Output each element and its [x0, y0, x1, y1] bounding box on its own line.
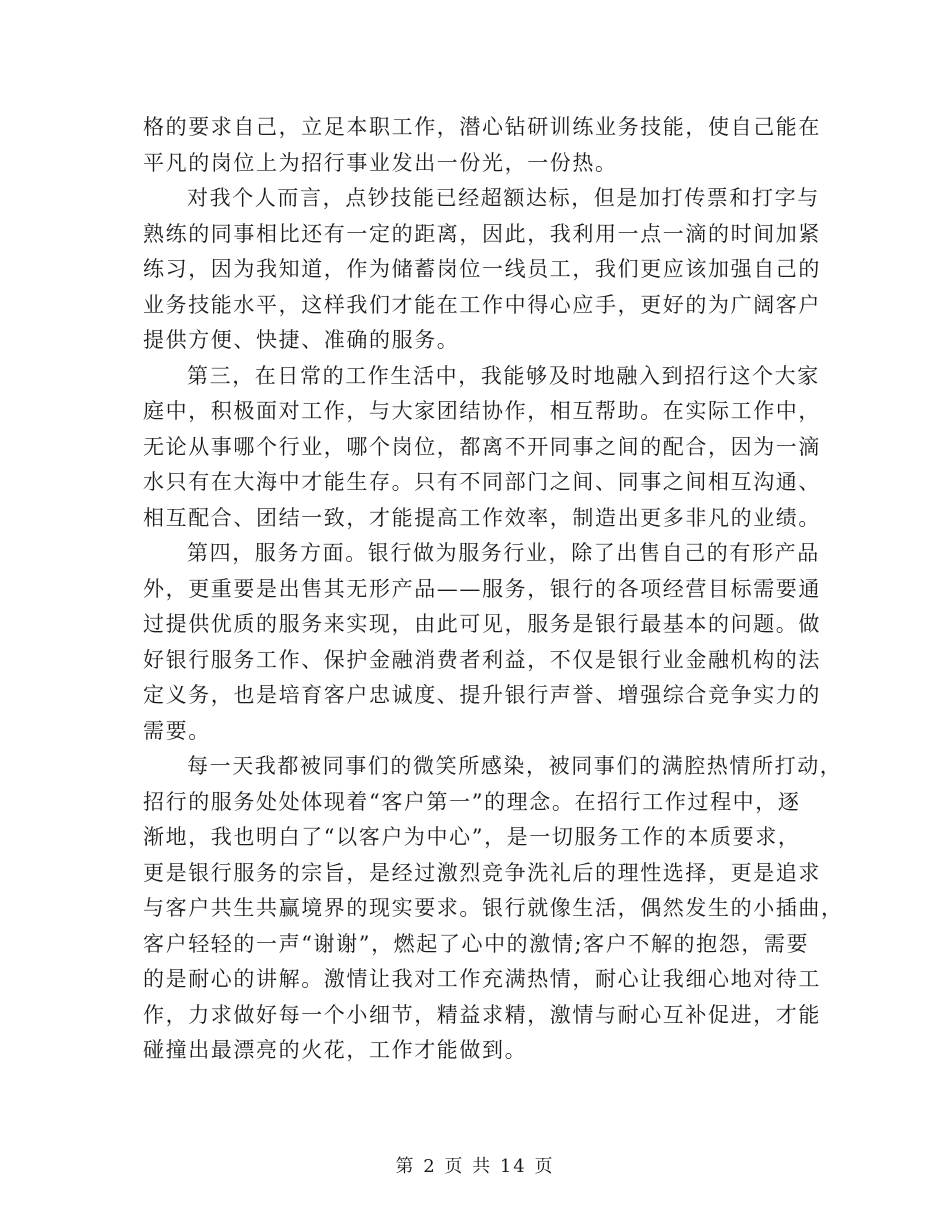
paragraph-first-line: 每一天我都被同事们的微笑所感染，被同事们的满腔热情所打动， — [187, 754, 843, 778]
text-line: 熟练的同事相比还有一定的距离，因此，我利用一点一滴的时间加紧 — [143, 221, 821, 246]
text-line: 平凡的岗位上为招行事业发出一份光，一份热。 — [143, 150, 618, 175]
page-number-footer: 第 2 页 共 14 页 — [395, 1156, 555, 1177]
text-line: 需要。 — [143, 718, 211, 743]
text-line: 碰撞出最漂亮的火花，工作才能做到。 — [143, 1038, 528, 1062]
text-line: 格的要求自己，立足本职工作，潜心钻研训练业务技能，使自己能在 — [143, 115, 821, 139]
text-line: 提供方便、快捷、准确的服务。 — [143, 328, 460, 352]
text-line: 庭中，积极面对工作，与大家团结协作，相互帮助。在实际工作中， — [143, 399, 821, 423]
text-line: 定义务，也是培育客户忠诚度、提升银行声誉、增强综合竞争实力的 — [143, 683, 821, 707]
text-line: 的是耐心的讲解。激情让我对工作充满热情，耐心让我细心地对待工 — [143, 967, 821, 991]
paragraph-first-line: 第四，服务方面。银行做为服务行业，除了出售自己的有形产品 — [187, 541, 820, 565]
text-line: 渐地，我也明白了“以客户为中心”，是一切服务工作的本质要求， — [143, 825, 801, 849]
paragraph-first-line: 第三，在日常的工作生活中，我能够及时地融入到招行这个大家 — [187, 363, 820, 388]
text-line: 客户轻轻的一声“谢谢”，燃起了心中的激情;客户不解的抱怨，需要 — [143, 931, 810, 956]
text-line: 过提供优质的服务来实现，由此可见，服务是银行最基本的问题。做 — [143, 612, 821, 636]
text-line: 与客户共生共赢境界的现实要求。银行就像生活，偶然发生的小插曲， — [143, 896, 844, 920]
text-line: 练习，因为我知道，作为储蓄岗位一线员工，我们更应该加强自己的 — [143, 257, 821, 281]
text-line: 作，力求做好每一个小细节，精益求精，激情与耐心互补促进，才能 — [143, 1002, 821, 1027]
text-line: 外，更重要是出售其无形产品——服务，银行的各项经营目标需要通 — [143, 576, 821, 601]
text-line: 好银行服务工作、保护金融消费者利益，不仅是银行业金融机构的法 — [143, 647, 821, 672]
document-body — [143, 110, 844, 1069]
text-line: 无论从事哪个行业，哪个岗位，都离不开同事之间的配合，因为一滴 — [143, 434, 821, 459]
text-line: 水只有在大海中才能生存。只有不同部门之间、同事之间相互沟通、 — [143, 470, 821, 494]
text-line: 招行的服务处处体现着“客户第一”的理念。在招行工作过程中，逐 — [143, 789, 801, 814]
paragraph-first-line: 对我个人而言，点钞技能已经超额达标，但是加打传票和打字与 — [187, 186, 820, 210]
text-line: 更是银行服务的宗旨，是经过激烈竞争洗礼后的理性选择，更是追求 — [143, 860, 821, 885]
text-line: 业务技能水平，这样我们才能在工作中得心应手，更好的为广阔客户 — [143, 292, 821, 317]
text-line: 相互配合、团结一致，才能提高工作效率，制造出更多非凡的业绩。 — [143, 505, 821, 530]
